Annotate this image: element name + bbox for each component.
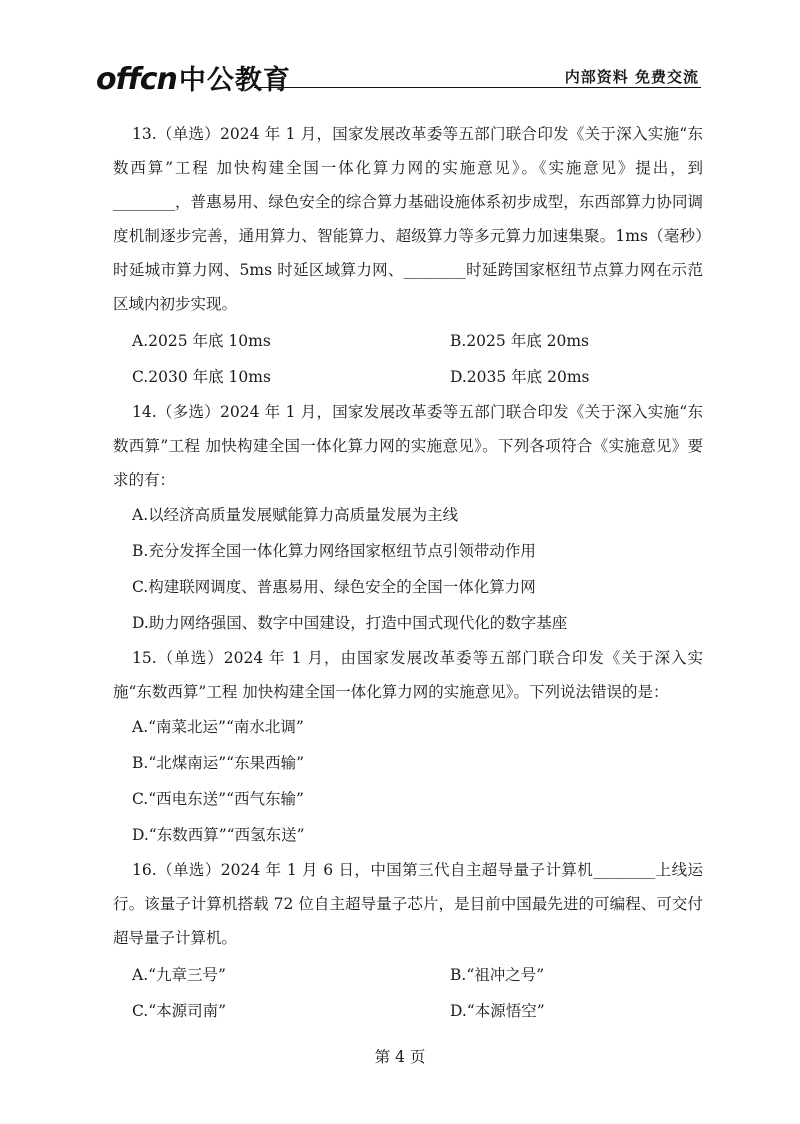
option-d: D.2035 年底 20ms (450, 368, 590, 386)
question-stem: 16.（单选）2024 年 1 月 6 日，中国第三代自主超导量子计算机________上线运行。该量子计算机搭载 72 位自主超导量子芯片，是目前中国最先进的可编程、可交付超导量子计算机。 (113, 861, 703, 947)
page-header (96, 56, 701, 97)
option-c: C.构建联网调度、普惠易用、绿色安全的全国一体化算力网 (132, 578, 536, 596)
option-c: C.2030 年底 10ms (132, 368, 271, 386)
option-row (113, 323, 703, 359)
option-a: A.以经济高质量发展赋能算力高质量发展为主线 (132, 506, 459, 524)
logo-chinese-text: 中公教育 (178, 65, 291, 96)
header-rule (254, 87, 701, 88)
option-b: B.“祖冲之号” (450, 966, 545, 984)
question-stem: 14.（多选）2024 年 1 月，国家发展改革委等五部门联合印发《关于深入实施“东数西算”工程 加快构建全国一体化算力网的实施意见》。下列各项符合《实施意见》要求的有： (113, 403, 703, 489)
header-internal-label: 内部资料 免费交流 (564, 68, 699, 86)
offcn-logo (96, 58, 291, 97)
option-d: D.助力网络强国、数字中国建设，打造中国式现代化的数字基座 (132, 614, 568, 632)
question-stem: 15.（单选）2024 年 1 月，由国家发展改革委等五部门联合印发《关于深入实施“东数西算”工程 加快构建全国一体化算力网的实施意见》。下列说法错误的是： (113, 649, 703, 701)
option-d: D.“本源悟空” (450, 1002, 545, 1020)
question-13 (113, 117, 703, 395)
option-a: A.“南菜北运”“南水北调” (132, 718, 304, 736)
logo-latin-text: offcn (96, 62, 177, 97)
question-16 (113, 853, 703, 1029)
option-b: B.2025 年底 20ms (450, 332, 589, 350)
question-15 (113, 641, 703, 853)
option-c: C.“本源司南” (132, 1002, 227, 1020)
option-b: B.“北煤南运”“东果西输” (132, 754, 305, 772)
option-row (113, 993, 703, 1029)
option-a: A.“九章三号” (132, 966, 226, 984)
option-c: C.“西电东送”“西气东输” (132, 790, 304, 808)
option-row (113, 957, 703, 993)
question-14 (113, 395, 703, 641)
option-d: D.“东数西算”“西氢东送” (132, 826, 305, 844)
option-row (113, 359, 703, 395)
question-stem: 13.（单选）2024 年 1 月，国家发展改革委等五部门联合印发《关于深入实施“东数西算”工程 加快构建全国一体化算力网的实施意见》。《实施意见》提出，到________，普惠易用、绿色安全的综合算力基础设施体系初步成型，东西部算力协同调度机制逐步完善，通用算力、智能算力、超级算力等多元算力加速集聚。1ms（毫秒）时延城市算力网、5ms 时延区域算力网、________时延跨国家枢纽节点算力网在示范区域内初步实现。 (113, 125, 703, 313)
option-a: A.2025 年底 10ms (132, 332, 271, 350)
option-b: B.充分发挥全国一体化算力网络国家枢纽节点引领带动作用 (132, 542, 536, 560)
page-content (113, 117, 703, 1029)
page-number: 第 4 页 (374, 1048, 426, 1066)
